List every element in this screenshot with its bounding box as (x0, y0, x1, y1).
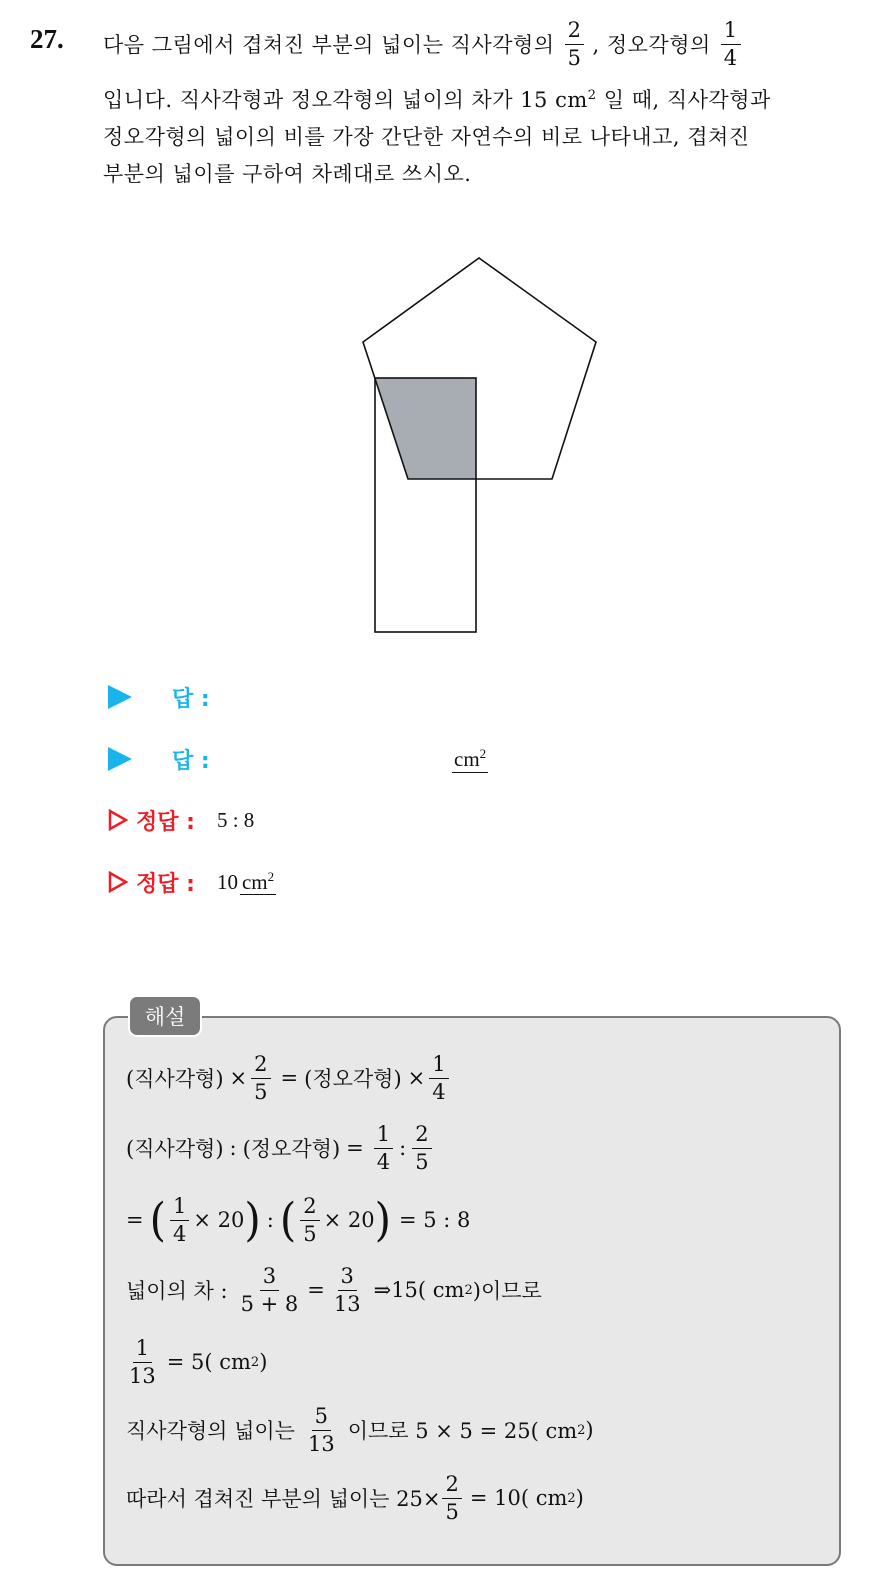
unit-cm: cm (555, 88, 588, 112)
explanation-line-7: 따라서 겹쳐진 부분의 넓이는 25× $\frac{2}{5}$ = 10( cm 2 ) (126, 1471, 584, 1524)
correct-area: 10 $cm^2$ (216, 869, 275, 894)
question-line-1 (103, 14, 745, 74)
question-number: 27. (30, 24, 64, 54)
explanation-line-5: $\frac{1}{13}$ = 5( cm 2 ) (129, 1335, 268, 1388)
answer-label: 답 : (172, 748, 210, 774)
answer-row-2 (108, 739, 608, 779)
overlap-figure (340, 245, 620, 645)
fraction-one-fourth: $\frac{1}{4}$ (721, 20, 741, 69)
fraction-two-fifths: $\frac{2}{5}$ (565, 20, 585, 69)
correct-label: 정답 : (136, 871, 195, 897)
hollow-triangle-icon (108, 809, 128, 831)
correct-ratio: 5 : 8 (216, 807, 255, 832)
correct-answer-row-2 (108, 862, 276, 902)
explanation-tag: 해설 (128, 995, 202, 1037)
answer-label: 답 : (172, 686, 210, 712)
question-text: , 정오각형의 (592, 33, 711, 57)
explanation-line-1: (직사각형) × $\frac{2}{5}$ = (정오각형) × $\frac{1}{4}$ (126, 1048, 453, 1108)
overlap-region (375, 378, 476, 479)
pentagon-shape (363, 258, 596, 479)
explanation-line-6: 직사각형의 넓이는 $\frac{5}{13}$ 이므로 5 × 5 = 25( cm 2 ) (126, 1403, 594, 1456)
triangle-bullet-icon (108, 747, 132, 771)
explanation-line-3: = ( $\frac{1}{4}$ × 20 ) : ( $\frac{2}{5}$ × 20 ) = 5 : 8 (126, 1192, 471, 1247)
answer-row-1 (108, 677, 210, 717)
question-text: 다음 그림에서 겹쳐진 부분의 넓이는 직사각형의 (103, 33, 555, 57)
question-line-4: 부분의 넓이를 구하여 차례대로 쓰시오. (103, 162, 472, 186)
explanation-line-4: 넓이의 차 : $\frac{3}{5 + 8}$ = $\frac{3}{13}$ ⇒15( cm 2 )이므로 (126, 1263, 542, 1316)
correct-answer-row-1 (108, 800, 254, 840)
answer-unit: $cm^2$ (454, 745, 487, 771)
correct-label: 정답 : (136, 809, 195, 835)
question-line-3: 정오각형의 넓이의 비를 가장 간단한 자연수의 비로 나타내고, 겹쳐진 (103, 125, 750, 149)
question-line-2: 입니다. 직사각형과 정오각형의 넓이의 차가 15 $cm^2$ 일 때, 직사각형과 (103, 88, 771, 112)
hollow-triangle-icon (108, 871, 128, 893)
explanation-line-2: (직사각형) : (정오각형) = $\frac{1}{4}$ : $\frac{2}{5}$ (126, 1118, 436, 1178)
triangle-bullet-icon (108, 685, 132, 709)
